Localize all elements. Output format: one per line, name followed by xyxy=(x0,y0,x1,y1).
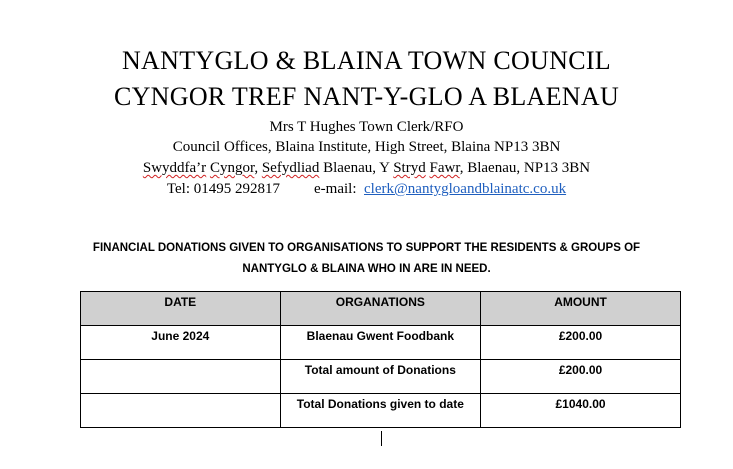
table-cell[interactable]: Total Donations given to date xyxy=(280,394,480,428)
address-text: , Blaenau, NP13 3BN xyxy=(459,160,591,176)
council-title-welsh: CYNGOR TREF NANT-Y-GLO A BLAENAU xyxy=(113,82,620,111)
table-cell[interactable]: £1040.00 xyxy=(481,394,681,428)
column-header-organisations: ORGANATIONS xyxy=(280,292,480,326)
column-header-amount: AMOUNT xyxy=(481,292,681,326)
table-cell[interactable] xyxy=(81,394,281,428)
table-cell[interactable]: June 2024 xyxy=(81,326,281,360)
telephone: Tel: 01495 292817 xyxy=(166,181,281,197)
address-text: Blaenau, Y xyxy=(319,160,394,176)
column-header-date: DATE xyxy=(81,292,281,326)
address-english: Council Offices, Blaina Institute, High Street, Blaina NP13 3BN xyxy=(172,139,561,155)
donations-table xyxy=(80,291,681,428)
document-heading xyxy=(0,238,733,280)
spell-flag-word: Sefydliad xyxy=(261,160,320,176)
spell-flag-word: Stryd xyxy=(393,160,426,176)
table-header-row xyxy=(81,292,681,326)
spell-flag-word: Cyngor xyxy=(209,160,255,176)
heading-line: NANTYGLO & BLAINA WHO IN ARE IN NEED. xyxy=(242,263,491,275)
table-cell[interactable] xyxy=(81,360,281,394)
table-cell[interactable]: £200.00 xyxy=(481,326,681,360)
council-title-english: NANTYGLO & BLAINA TOWN COUNCIL xyxy=(121,46,611,75)
text-cursor xyxy=(381,431,382,446)
spell-flag-word: Swyddfa’r xyxy=(142,160,207,176)
table-cell[interactable]: £200.00 xyxy=(481,360,681,394)
email-link[interactable]: clerk@nantygloandblainatc.co.uk xyxy=(364,181,567,197)
table-row xyxy=(81,326,681,360)
email-label: e-mail: xyxy=(314,181,357,197)
spell-flag-word: Fawr xyxy=(429,160,460,176)
table-cell[interactable]: Blaenau Gwent Foodbank xyxy=(280,326,480,360)
contact-line xyxy=(0,181,733,198)
address-separator: , xyxy=(254,160,262,176)
address-welsh xyxy=(0,160,733,177)
table-row xyxy=(81,360,681,394)
clerk-name: Mrs T Hughes Town Clerk/RFO xyxy=(269,119,464,135)
table-row xyxy=(81,394,681,428)
table-cell[interactable]: Total amount of Donations xyxy=(280,360,480,394)
heading-line: FINANCIAL DONATIONS GIVEN TO ORGANISATIONS TO SUPPORT THE RESIDENTS & GROUPS OF xyxy=(92,242,641,254)
